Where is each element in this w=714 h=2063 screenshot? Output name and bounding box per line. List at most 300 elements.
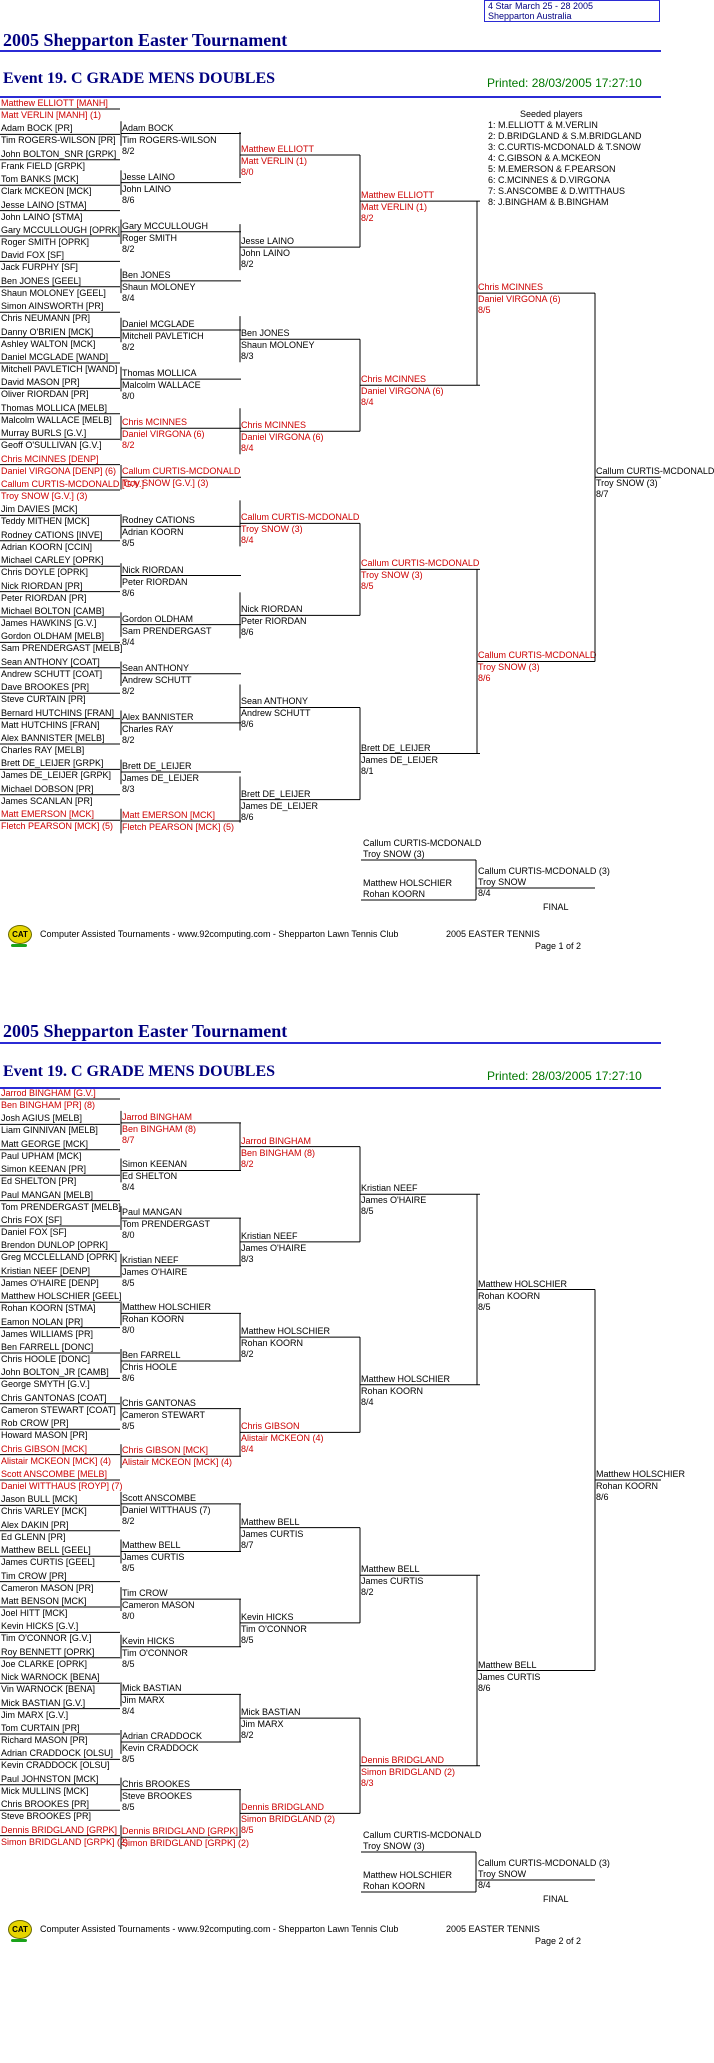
match-winner: Adrian CRADDOCK [122, 1730, 203, 1741]
match-score: 8/7 [596, 489, 609, 500]
player-name: Chris BROOKES [PR] [1, 1799, 90, 1810]
match-winner: Chris MCINNES [241, 420, 307, 431]
match-score: 8/4 [361, 397, 374, 408]
event-title-2: Event 19. C GRADE MENS DOUBLES [3, 1063, 276, 1080]
player-name: Rohan KOORN [STMA] [1, 1303, 96, 1314]
player-name: Jason BULL [MCK] [1, 1494, 78, 1505]
footer-page: Page 1 of 2 [535, 941, 582, 951]
match-winner: James CURTIS [478, 1671, 541, 1682]
match-winner: Roger SMITH [122, 232, 178, 243]
final-label: FINAL [543, 902, 569, 912]
match-score: 8/5 [122, 538, 135, 549]
match-score: 8/2 [241, 1730, 254, 1741]
match-score: 8/2 [122, 685, 135, 696]
match-winner: Rodney CATIONS [122, 515, 195, 526]
match-winner: Kristian NEEF [241, 1230, 298, 1241]
seed-item: 2: D.BRIDGLAND & S.M.BRIDGLAND [488, 131, 642, 141]
match-winner: Matthew BELL [241, 1516, 300, 1527]
match-winner: Andrew SCHUTT [241, 708, 311, 719]
player-name: Joel HITT [MCK] [1, 1608, 68, 1618]
player-name: Michael BOLTON [CAMB] [1, 606, 105, 616]
match-winner: Charles RAY [122, 723, 174, 734]
match-score: 8/2 [361, 213, 374, 224]
match-winner: Troy SNOW (3) [478, 662, 540, 673]
player-name: Daniel WITTHAUS [ROYP] (7) [1, 1481, 123, 1491]
match-winner: James DE_LEIJER [122, 772, 200, 783]
player-name: Simon KEENAN [PR] [1, 1164, 87, 1175]
match-winner: Jarrod BINGHAM [241, 1135, 312, 1146]
player-name: Daniel MCGLADE [WAND] [1, 352, 109, 362]
match-score: 8/5 [122, 1277, 135, 1288]
player-name: Clark MCKEON [MCK] [1, 186, 92, 197]
match-score: 8/4 [241, 443, 254, 454]
match-score: 8/2 [122, 145, 135, 156]
match-winner: Matthew HOLSCHIER [241, 1326, 331, 1337]
player-name: Adrian KOORN [CCIN] [1, 541, 93, 552]
player-name: Chris GIBSON [MCK] [1, 1443, 88, 1454]
match-score: 8/6 [241, 811, 254, 822]
match-score: 8/2 [122, 243, 135, 254]
match-winner: Tom PRENDERGAST [122, 1219, 211, 1230]
match-winner: Jarrod BINGHAM [122, 1111, 193, 1122]
match-winner: Chris GANTONAS [122, 1397, 196, 1408]
match-winner: Callum CURTIS-MCDONALD [241, 512, 360, 523]
cat-logo: CAT [8, 1920, 32, 1939]
player-name: Callum CURTIS-MCDONALD [G.V.] [1, 479, 145, 489]
match-score: 8/3 [241, 351, 254, 362]
match-winner: Matthew BELL [478, 1659, 537, 1670]
match-winner: Kristian NEEF [122, 1254, 179, 1265]
match-winner: James CURTIS [122, 1552, 185, 1563]
player-name: Danny O'BRIEN [MCK] [1, 326, 94, 337]
match-winner: Callum CURTIS-MCDONALD [596, 466, 714, 477]
player-name: Murray BURLS [G.V.] [1, 428, 87, 439]
player-name: Rodney CATIONS [INVE] [1, 529, 103, 540]
match-winner: Alex BANNISTER [122, 711, 194, 722]
player-name: James WILLIAMS [PR] [1, 1328, 94, 1339]
match-score: 8/5 [122, 1658, 135, 1669]
player-name: Greg MCCLELLAND [OPRK] [1, 1252, 118, 1263]
match-score: 8/4 [122, 1182, 135, 1193]
player-name: John BOLTON_SNR [GRPK] [1, 148, 117, 159]
player-name: Chris FOX [SF] [1, 1215, 63, 1225]
match-winner: Brett DE_LEIJER [122, 760, 192, 771]
player-name: Cameron MASON [PR] [1, 1582, 94, 1593]
player-name: Chris HOOLE [DONC] [1, 1354, 91, 1364]
footer-credit: Computer Assisted Tournaments - www.92computing.com - Shepparton Lawn Tennis Club [40, 1924, 399, 1934]
seed-item: 4: C.GIBSON & A.MCKEON [488, 153, 601, 163]
player-name: Oliver RIORDAN [PR] [1, 389, 89, 400]
player-name: Matthew BELL [GEEL] [1, 1545, 91, 1556]
match-score: 8/4 [241, 535, 254, 546]
player-name: Tom BANKS [MCK] [1, 174, 79, 185]
player-name: Josh AGIUS [MELB] [1, 1113, 83, 1124]
seed-item: 7: S.ANSCOMBE & D.WITTHAUS [488, 186, 626, 196]
final-score: 8/4 [478, 1880, 491, 1890]
match-winner: Brett DE_LEIJER [361, 742, 431, 753]
match-score: 8/5 [241, 1825, 254, 1836]
match-score: 8/7 [241, 1539, 254, 1550]
player-name: Jack FURPHY [SF] [1, 262, 78, 273]
match-score: 8/6 [122, 194, 135, 205]
match-score: 8/2 [122, 341, 135, 352]
tournament-title-2: 2005 Shepparton Easter Tournament [3, 1021, 288, 1041]
player-name: Michael DOBSON [PR] [1, 783, 94, 794]
match-winner: Chris MCINNES [122, 417, 188, 428]
player-name: David FOX [SF] [1, 250, 65, 261]
seed-item: 3: C.CURTIS-MCDONALD & T.SNOW [488, 142, 641, 152]
player-name: Steve CURTAIN [PR] [1, 694, 86, 705]
finalist: Matthew HOLSCHIER [363, 878, 453, 888]
finalist: Callum CURTIS-MCDONALD [363, 1830, 482, 1840]
tier-label: 4 Star [488, 1, 513, 11]
match-winner: Jesse LAINO [241, 236, 295, 247]
match-winner: Mick BASTIAN [241, 1707, 301, 1718]
match-score: 8/0 [122, 1325, 135, 1336]
match-winner: James DE_LEIJER [241, 800, 319, 811]
match-winner: Shaun MOLONEY [241, 340, 315, 351]
match-winner: James CURTIS [361, 1576, 424, 1587]
player-name: Ashley WALTON [MCK] [1, 338, 96, 349]
player-name: Gary MCCULLOUGH [OPRK] [1, 225, 121, 235]
player-name: Richard MASON [PR] [1, 1735, 88, 1745]
match-winner: Matthew BELL [361, 1564, 420, 1575]
match-score: 8/3 [122, 783, 135, 794]
match-score: 8/5 [241, 1634, 254, 1645]
champion: Callum CURTIS-MCDONALD (3) [478, 1858, 610, 1868]
match-winner: Tim O'CONNOR [122, 1647, 188, 1658]
match-winner: Shaun MOLONEY [122, 281, 196, 292]
match-score: 8/2 [122, 734, 135, 745]
champion: Troy SNOW [478, 1869, 527, 1879]
footer-page: Page 2 of 2 [535, 1936, 582, 1946]
match-score: 8/2 [241, 259, 254, 270]
player-name: Nick RIORDAN [PR] [1, 580, 83, 591]
player-name: Sean ANTHONY [COAT] [1, 656, 100, 667]
player-name: Daniel FOX [SF] [1, 1227, 67, 1237]
player-name: Daniel VIRGONA [DENP] (6) [1, 465, 117, 476]
match-winner: Matt VERLIN (1) [241, 156, 308, 167]
match-winner: Andrew SCHUTT [122, 674, 192, 685]
match-winner: Ben JONES [122, 269, 171, 280]
match-winner: Dennis BRIDGLAND [241, 1802, 325, 1813]
player-name: Kevin CRADDOCK [OLSU] [1, 1760, 110, 1771]
player-name: Fletch PEARSON [MCK] (5) [1, 821, 114, 832]
match-winner: Jim MARX [122, 1695, 165, 1706]
player-name: Matt VERLIN [MANH] (1) [1, 110, 102, 120]
match-score: 8/2 [361, 1587, 374, 1598]
finalist: Matthew HOLSCHIER [363, 1870, 453, 1880]
match-winner: Callum CURTIS-MCDONALD [361, 558, 480, 569]
player-name: James O'HAIRE [DENP] [1, 1277, 99, 1288]
match-winner: James DE_LEIJER [361, 754, 439, 765]
player-name: Ben FARRELL [DONC] [1, 1342, 94, 1352]
player-name: Chris DOYLE [OPRK] [1, 567, 89, 578]
player-name: Teddy MITHEN [MCK] [1, 516, 90, 527]
match-winner: Chris GIBSON [241, 1421, 300, 1432]
match-winner: Rohan KOORN [478, 1290, 541, 1301]
dates-label: March 25 - 28 2005 [515, 1, 594, 11]
player-name: Steve BROOKES [PR] [1, 1811, 92, 1822]
match-winner: Nick RIORDAN [122, 564, 184, 575]
match-score: 8/3 [361, 1777, 374, 1788]
match-winner: Mick BASTIAN [122, 1683, 182, 1694]
player-name: James DE_LEIJER [GRPK] [1, 770, 112, 781]
match-winner: Adam BOCK [122, 122, 174, 133]
player-name: Howard MASON [PR] [1, 1430, 88, 1441]
player-name: Troy SNOW [G.V.] (3) [1, 491, 88, 501]
match-winner: Troy SNOW (3) [241, 524, 303, 535]
player-name: Roy BENNETT [OPRK] [1, 1646, 95, 1657]
match-winner: Sean ANTHONY [241, 696, 309, 707]
player-name: Ben BINGHAM [PR] (8) [1, 1100, 96, 1110]
match-winner: Simon BRIDGLAND [GRPK] (2) [122, 1838, 250, 1849]
match-score: 8/5 [122, 1753, 135, 1764]
match-winner: Fletch PEARSON [MCK] (5) [122, 822, 235, 833]
match-score: 8/6 [596, 1492, 609, 1502]
player-name: Tom PRENDERGAST [MELB] [1, 1201, 121, 1212]
player-name: Geoff O'SULLIVAN [G.V.] [1, 440, 102, 451]
player-name: Paul JOHNSTON [MCK] [1, 1773, 99, 1784]
player-name: Liam GINNIVAN [MELB] [1, 1125, 98, 1136]
player-name: Brendon DUNLOP [OPRK] [1, 1240, 108, 1251]
match-winner: Kevin HICKS [122, 1635, 175, 1646]
player-name: Adrian CRADDOCK [OLSU] [1, 1748, 114, 1759]
player-name: Tim CROW [PR] [1, 1570, 67, 1581]
match-score: 8/3 [241, 1253, 254, 1264]
match-winner: Paul MANGAN [122, 1207, 183, 1218]
finalist: Rohan KOORN [363, 889, 426, 899]
match-winner: Dennis BRIDGLAND [GRPK] [122, 1826, 239, 1837]
match-winner: Ed SHELTON [122, 1171, 178, 1182]
player-name: Michael CARLEY [OPRK] [1, 555, 104, 566]
match-winner: James O'HAIRE [241, 1242, 307, 1253]
match-score: 8/1 [361, 765, 374, 776]
match-score: 8/4 [122, 1706, 135, 1717]
player-name: Chris GANTONAS [COAT] [1, 1392, 107, 1403]
match-winner: Rohan KOORN [361, 1385, 424, 1396]
player-name: Ed SHELTON [PR] [1, 1176, 77, 1187]
match-winner: Callum CURTIS-MCDONALD [122, 466, 241, 477]
match-winner: Matthew ELLIOTT [241, 144, 315, 155]
match-winner: Alistair MCKEON (4) [241, 1433, 324, 1444]
match-score: 8/2 [241, 1158, 254, 1169]
seed-item: 8: J.BINGHAM & B.BINGHAM [488, 197, 609, 207]
seed-item: 5: M.EMERSON & F.PEARSON [488, 164, 616, 174]
match-winner: Chris HOOLE [122, 1361, 178, 1372]
player-name: Rob CROW [PR] [1, 1418, 69, 1429]
player-name: James HAWKINS [G.V.] [1, 618, 97, 628]
player-name: James CURTIS [GEEL] [1, 1557, 95, 1568]
match-winner: John LAINO [122, 183, 172, 194]
player-name: Kevin HICKS [G.V.] [1, 1621, 79, 1632]
player-name: Vin WARNOCK [BENA] [1, 1684, 96, 1695]
player-name: Alistair MCKEON [MCK] (4) [1, 1455, 112, 1466]
player-name: Tim ROGERS-WILSON [PR] [1, 135, 116, 146]
match-winner: Brett DE_LEIJER [241, 788, 311, 799]
match-score: 8/6 [241, 719, 254, 730]
match-winner: Chris MCINNES [478, 282, 544, 293]
tournament-title-1: 2005 Shepparton Easter Tournament [3, 30, 288, 50]
player-name: Mitchell PAVLETICH [WAND] [1, 364, 118, 374]
match-winner: Troy SNOW (3) [596, 478, 658, 489]
player-name: Simon BRIDGLAND [GRPK] (2) [1, 1836, 129, 1847]
match-winner: Daniel VIRGONA (6) [478, 294, 561, 305]
match-winner: Daniel WITTHAUS (7) [122, 1504, 211, 1515]
player-name: Paul MANGAN [MELB] [1, 1189, 94, 1200]
match-winner: Nick RIORDAN [241, 604, 303, 615]
match-winner: Kristian NEEF [361, 1183, 418, 1194]
player-name: Charles RAY [MELB] [1, 745, 85, 755]
match-winner: Mitchell PAVLETICH [122, 330, 204, 341]
match-winner: Simon KEENAN [122, 1159, 188, 1170]
match-winner: Matthew ELLIOTT [361, 190, 435, 201]
match-winner: James O'HAIRE [122, 1266, 188, 1277]
player-name: Mick MULLINS [MCK] [1, 1785, 89, 1796]
player-name: Malcolm WALLACE [MELB] [1, 414, 112, 425]
player-name: Shaun MOLONEY [GEEL] [1, 287, 106, 298]
match-score: 8/5 [478, 305, 491, 316]
match-winner: Jesse LAINO [122, 171, 176, 182]
match-winner: James CURTIS [241, 1528, 304, 1539]
location-label: Shepparton Australia [488, 11, 572, 21]
player-name: Adam BOCK [PR] [1, 123, 73, 134]
seeded-players-title: Seeded players [520, 109, 583, 119]
player-name: John BOLTON_JR [CAMB] [1, 1367, 109, 1378]
player-name: Roger SMITH [OPRK] [1, 237, 90, 247]
match-score: 8/6 [478, 673, 491, 684]
match-score: 8/5 [122, 1420, 135, 1431]
event-title-1: Event 19. C GRADE MENS DOUBLES [3, 70, 276, 87]
player-name: Jarrod BINGHAM [G.V.] [1, 1088, 96, 1098]
match-score: 8/5 [478, 1301, 491, 1312]
match-winner: Matthew HOLSCHIER [361, 1373, 451, 1384]
player-name: Sam PRENDERGAST [MELB] [1, 643, 123, 654]
match-winner: Rohan KOORN [122, 1314, 185, 1325]
player-name: Matthew ELLIOTT [MANH] [1, 98, 108, 108]
match-winner: Matthew HOLSCHIER [122, 1302, 212, 1313]
printed-timestamp-2: Printed: 28/03/2005 17:27:10 [487, 1069, 642, 1083]
match-winner: Sam PRENDERGAST [122, 625, 212, 636]
match-score: 8/2 [122, 440, 135, 451]
match-score: 8/0 [122, 391, 135, 402]
match-winner: Sean ANTHONY [122, 662, 190, 673]
player-name: Cameron STEWART [COAT] [1, 1404, 116, 1415]
player-name: Paul UPHAM [MCK] [1, 1150, 82, 1161]
player-name: Dave BROOKES [PR] [1, 682, 90, 693]
match-winner: Kevin CRADDOCK [122, 1742, 199, 1753]
match-score: 8/5 [361, 581, 374, 592]
match-winner: Matthew HOLSCHIER [478, 1278, 568, 1289]
footer-event: 2005 EASTER TENNIS [446, 1924, 540, 1934]
match-score: 8/7 [122, 1134, 135, 1145]
match-winner: Dennis BRIDGLAND [361, 1754, 445, 1765]
finalist: Troy SNOW (3) [363, 1841, 425, 1851]
match-winner: Simon BRIDGLAND (2) [241, 1814, 336, 1825]
match-winner: Peter RIORDAN [122, 576, 188, 587]
match-winner: Cameron STEWART [122, 1409, 206, 1420]
player-name: Alex BANNISTER [MELB] [1, 733, 105, 743]
match-winner: Daniel VIRGONA (6) [122, 429, 205, 440]
match-winner: Tim CROW [122, 1588, 168, 1599]
seed-item: 6: C.MCINNES & D.VIRGONA [488, 175, 611, 185]
match-winner: Troy SNOW (3) [361, 570, 423, 581]
player-name: Kristian NEEF [DENP] [1, 1265, 91, 1276]
match-winner: Chris MCINNES [361, 374, 427, 385]
match-winner: Simon BRIDGLAND (2) [361, 1766, 456, 1777]
player-name: Simon AINSWORTH [PR] [1, 301, 104, 312]
match-score: 8/6 [122, 587, 135, 598]
match-winner: Ben BINGHAM (8) [122, 1123, 197, 1134]
player-name: Peter RIORDAN [PR] [1, 592, 87, 603]
match-winner: Ben BINGHAM (8) [241, 1147, 316, 1158]
match-score: 8/6 [241, 627, 254, 638]
cat-logo: CAT [8, 925, 32, 944]
match-winner: Alistair MCKEON [MCK] (4) [122, 1457, 233, 1468]
match-winner: Scott ANSCOMBE [122, 1492, 197, 1503]
match-winner: Steve BROOKES [122, 1790, 193, 1801]
player-name: Ed GLENN [PR] [1, 1531, 66, 1542]
match-winner: Tim O'CONNOR [241, 1623, 307, 1634]
player-name: Nick WARNOCK [BENA] [1, 1672, 100, 1683]
match-score: 8/0 [122, 1230, 135, 1241]
match-winner: James O'HAIRE [361, 1195, 427, 1206]
champion: Troy SNOW [478, 877, 527, 887]
seed-item: 1: M.ELLIOTT & M.VERLIN [488, 120, 598, 130]
player-name: Ben JONES [GEEL] [1, 275, 82, 286]
player-name: Scott ANSCOMBE [MELB] [1, 1469, 108, 1479]
player-name: Gordon OLDHAM [MELB] [1, 631, 105, 642]
footer-credit: Computer Assisted Tournaments - www.92computing.com - Shepparton Lawn Tennis Club [40, 929, 399, 939]
player-name: Brett DE_LEIJER [GRPK] [1, 758, 104, 769]
match-score: 8/6 [122, 1372, 135, 1383]
champion: Callum CURTIS-MCDONALD (3) [478, 866, 610, 876]
match-winner: Matthew HOLSCHIER [596, 1469, 686, 1479]
player-name: Tom CURTAIN [PR] [1, 1723, 80, 1733]
match-score: 8/6 [478, 1682, 491, 1693]
match-winner: Troy SNOW [G.V.] (3) [122, 478, 209, 489]
match-winner: Daniel MCGLADE [122, 318, 195, 329]
match-score: 8/2 [241, 1349, 254, 1360]
player-name: Matt GEORGE [MCK] [1, 1138, 89, 1149]
match-score: 8/0 [122, 1611, 135, 1622]
match-winner: Jim MARX [241, 1719, 284, 1730]
player-name: Chris VARLEY [MCK] [1, 1506, 87, 1517]
match-winner: Kevin HICKS [241, 1611, 294, 1622]
final-label: FINAL [543, 1894, 569, 1904]
match-winner: Matt VERLIN (1) [361, 202, 428, 213]
player-name: Eamon NOLAN [PR] [1, 1316, 84, 1327]
match-winner: Tim ROGERS-WILSON [122, 134, 217, 145]
finalist: Rohan KOORN [363, 1881, 426, 1891]
match-winner: Rohan KOORN [596, 1481, 659, 1491]
player-name: Jesse LAINO [STMA] [1, 199, 87, 210]
printed-timestamp-1: Printed: 28/03/2005 17:27:10 [487, 76, 642, 90]
match-winner: Matthew BELL [122, 1540, 181, 1551]
player-name: Tim O'CONNOR [G.V.] [1, 1633, 92, 1644]
finalist: Callum CURTIS-MCDONALD [363, 838, 482, 848]
player-name: James SCANLAN [PR] [1, 795, 93, 806]
match-score: 8/4 [361, 1396, 374, 1407]
player-name: Mick BASTIAN [G.V.] [1, 1697, 86, 1708]
match-score: 8/4 [122, 292, 135, 303]
player-name: David MASON [PR] [1, 377, 80, 388]
player-name: Matt HUTCHINS [FRAN] [1, 719, 100, 730]
player-name: Jim MARX [G.V.] [1, 1709, 69, 1720]
player-name: Andrew SCHUTT [COAT] [1, 668, 103, 679]
player-name: Bernard HUTCHINS [FRAN] [1, 707, 115, 718]
player-name: Alex DAKIN [PR] [1, 1519, 69, 1530]
